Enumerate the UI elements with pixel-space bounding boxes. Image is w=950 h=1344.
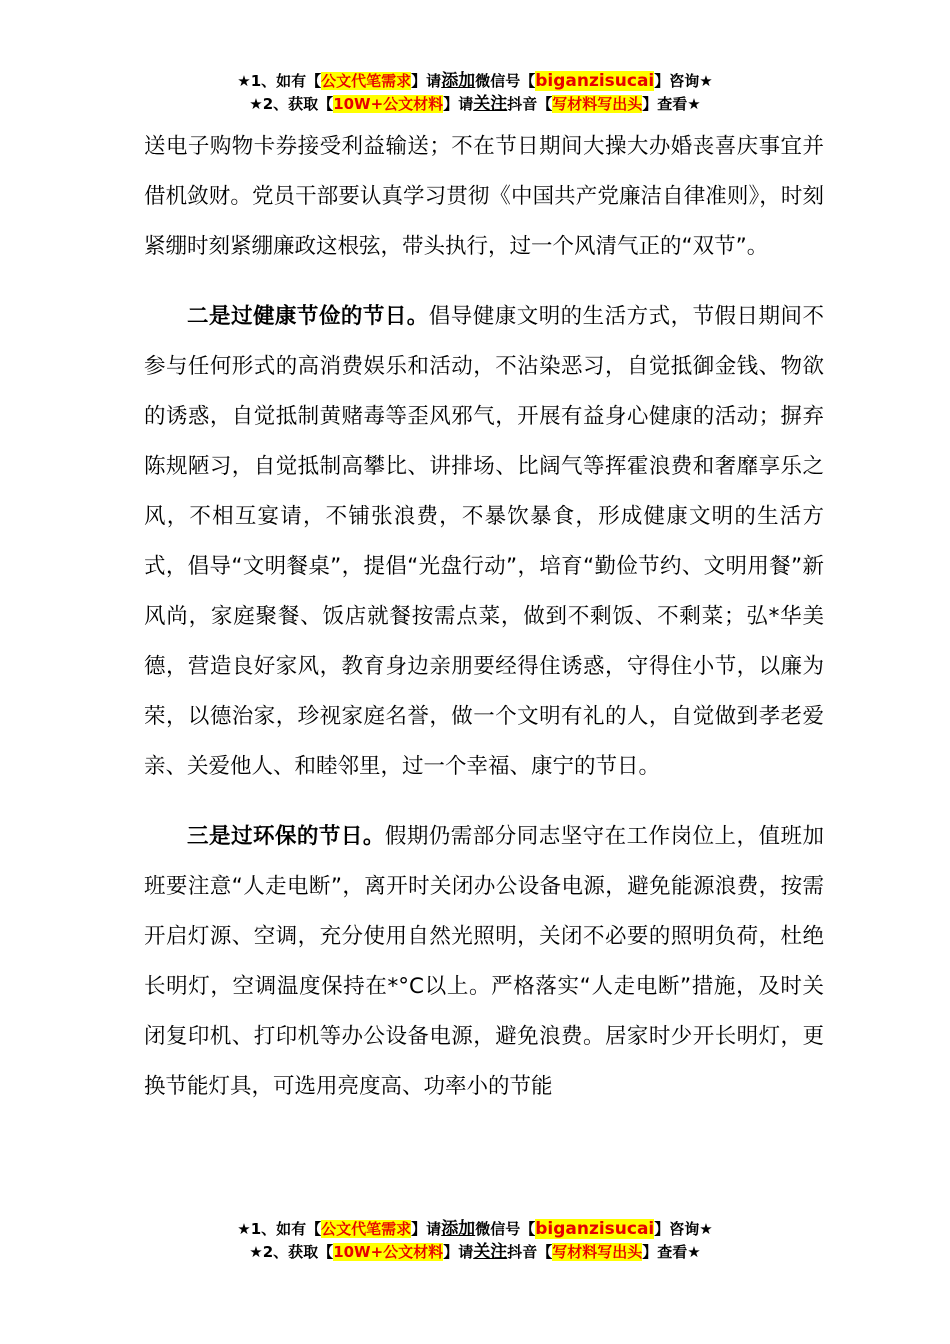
highlight-service: 公文代笔需求: [321, 1220, 412, 1238]
highlight-materials: 10W+公文材料: [333, 1243, 444, 1261]
paragraph-3-lead: 三是过环保的节日。: [187, 824, 385, 849]
paragraph-1: 送电子购物卡券接受利益输送；不在节日期间大操大办婚丧喜庆事宜并借机敛财。党员干部要认真学习贯彻《中国共产党廉洁自律准则》，时刻紧绷时刻紧绷廉政这根弦，带头执行，过一个风清气正的“双节”。: [144, 134, 824, 259]
banner-line-1: ★1、如有【公文代笔需求】请添加微信号【biganzisucai】咨询★: [237, 1219, 713, 1239]
highlight-douyin: 写材料写出头: [552, 95, 643, 113]
paragraph-3: 三是过环保的节日。假期仍需部分同志坚守在工作岗位上，值班加班要注意“人走电断”，离开时关闭办公设备电源，避免能源浪费，按需开启灯源、空调，充分使用自然光照明，关闭不必要的照明负荷，杜绝长明灯，空调温度保持在*°C以上。严格落实“人走电断”措施，及时关闭复印机、打印机等办公设备电源，避免浪费。居家时少开长明灯，更换节能灯具，可选用亮度高、功率小的节能: [144, 824, 824, 1099]
banner-line-2: ★2、获取【10W+公文材料】请关注抖音【写材料写出头】查看★: [249, 94, 701, 114]
banner-line-2: ★2、获取【10W+公文材料】请关注抖音【写材料写出头】查看★: [249, 1242, 701, 1262]
highlight-wechat-id: biganzisucai: [535, 1219, 655, 1239]
highlight-douyin: 写材料写出头: [552, 1243, 643, 1261]
highlight-wechat-id: biganzisucai: [535, 71, 655, 91]
banner-line-1: ★1、如有【公文代笔需求】请添加微信号【biganzisucai】咨询★: [237, 71, 713, 91]
document-body: [144, 122, 824, 1112]
paragraph-2: 二是过健康节俭的节日。倡导健康文明的生活方式，节假日期间不参与任何形式的高消费娱乐和活动，不沾染恶习，自觉抵御金钱、物欲的诱惑，自觉抵制黄赌毒等歪风邪气，开展有益身心健康的活动；摒弃陈规陋习，自觉抵制高攀比、讲排场、比阔气等挥霍浪费和奢靡享乐之风，不相互宴请，不铺张浪费，不暴饮暴食，形成健康文明的生活方式，倡导“文明餐桌”，提倡“光盘行动”，培育“勤俭节约、文明用餐”新风尚，家庭聚餐、饭店就餐按需点菜，做到不剩饭、不剩菜；弘*华美德，营造良好家风，教育身边亲朋要经得住诱惑，守得住小节，以廉为荣，以德治家，珍视家庭名誉，做一个文明有礼的人，自觉做到孝老爱亲、关爱他人、和睦邻里，过一个幸福、康宁的节日。: [144, 304, 824, 779]
paragraph-2-lead: 二是过健康节俭的节日。: [187, 304, 429, 329]
highlight-service: 公文代笔需求: [321, 72, 412, 90]
footer-banner: [0, 1218, 950, 1264]
highlight-materials: 10W+公文材料: [333, 95, 444, 113]
header-banner: [0, 70, 950, 116]
